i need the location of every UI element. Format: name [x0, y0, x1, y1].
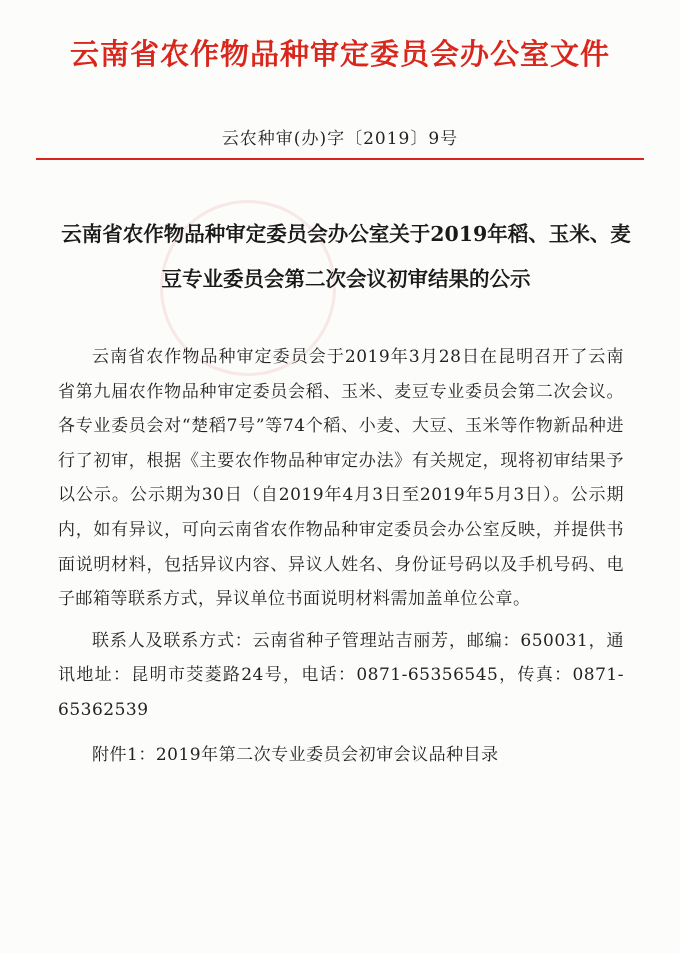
document-body — [58, 340, 624, 772]
document-number: 云农种审(办)字〔2019〕9号 — [221, 129, 459, 149]
attachment-line: 附件1：2019年第二次专业委员会初审会议品种目录 — [92, 744, 499, 765]
document-title: 云南省农作物品种审定委员会办公室关于2019年稻、玉米、麦豆专业委员会第二次会议初审结果的公示 — [61, 222, 631, 291]
red-divider-line — [36, 158, 644, 160]
body-paragraph: 云南省农作物品种审定委员会于2019年3月28日在昆明召开了云南省第九届农作物品种审定委员会稻、玉米、麦豆专业委员会第二次会议。各专业委员会对“楚稻7号”等74个稻、小麦、大豆、玉米等作物新品种进行了初审，根据《主要农作物品种审定办法》有关规定，现将初审结果予以公示。公示期为30日（自2019年4月3日至2019年5月3日）。公示期内，如有异议，可向云南省农作物品种审定委员会办公室反映，并提供书面说明材料，包括异议内容、异议人姓名、身份证号码以及手机号码、电子邮箱等联系方式，异议单位书面说明材料需加盖单位公章。 — [58, 347, 624, 610]
contact-paragraph: 联系人及联系方式：云南省种子管理站吉丽芳，邮编：650031，通讯地址：昆明市茭菱路24号，电话：0871-65356545，传真：0871-65362539 — [58, 630, 624, 720]
issuing-organization-title: 云南省农作物品种审定委员会办公室文件 — [69, 37, 610, 71]
